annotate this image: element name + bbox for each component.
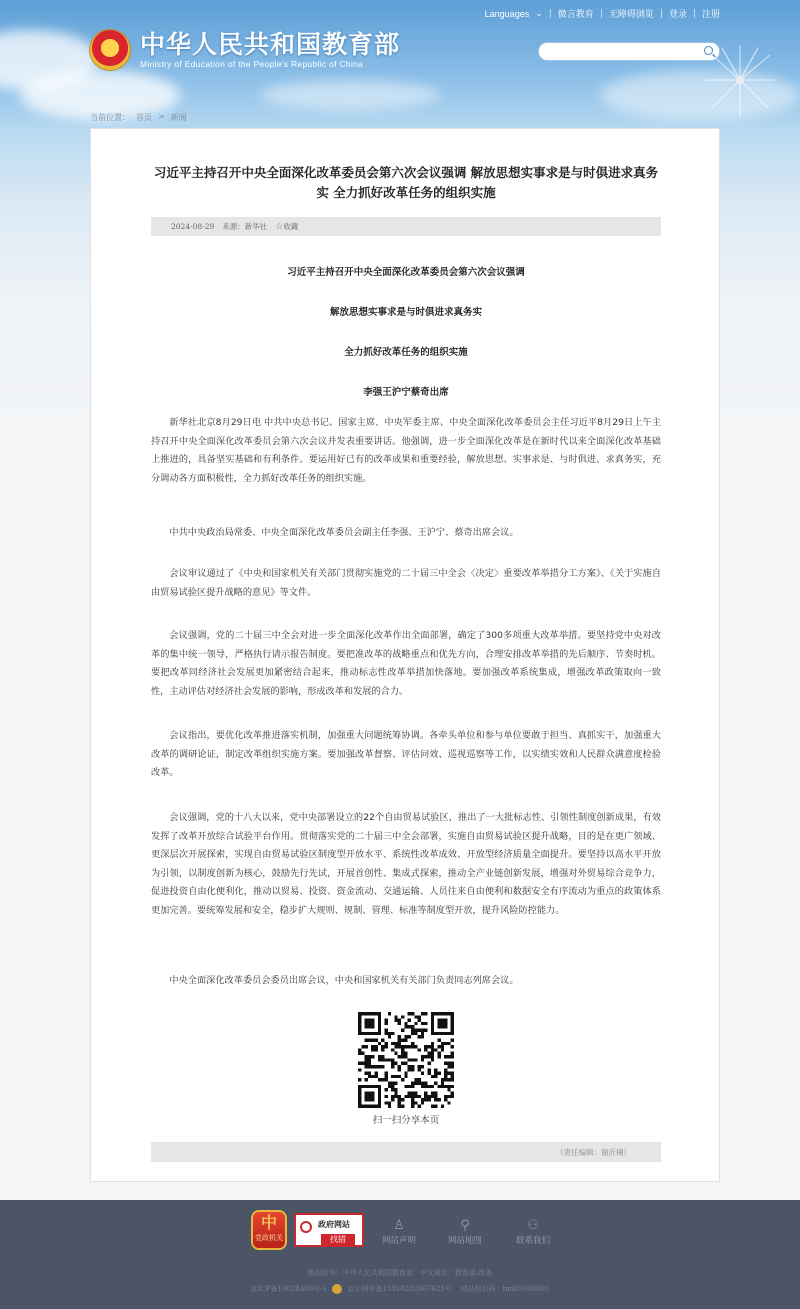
register-link[interactable]: 注册 [701, 10, 720, 20]
article-paragraph: 会议强调，党的十八大以来，党中央部署设立的22个自由贸易试验区，推出了一大批标志性、引领性制度创新成果，有效发挥了改革开放综合试验平台作用。贯彻落实党的二十届三中全会部署，实施自由贸易试验区提升战略，目的是在更广领域、更深层次开展探索，实现自由贸易试验区制度型开放水平、系统性改革成效、开放型经济质量全面提升。要坚持以高水平开放为引领，以制度创新为核心，鼓励先行先试，开展首创性、集成式探索，推动全产业链创新发展，增强对外贸易综合竞争力，促进投资自由化便利化，推动以贸易、投资、资金流动、交通运输、人员往来自由便利和数据安全有序流动为重点的政策体系更加完善。要统筹发展和安全，稳步扩大规则、规制、管理、标准等制度型开放，提升风险防控能力。 [151, 812, 661, 916]
person-icon: ♙ [393, 1218, 405, 1233]
qr-caption: 扫一扫分享本页 [372, 1115, 440, 1126]
footer-link-sitemap[interactable]: ⚲ 网站地图 [435, 1218, 495, 1246]
magnifier-icon [300, 1221, 312, 1233]
police-badge-icon [332, 1284, 342, 1294]
site-code: 网站标识码：bm05000001 [460, 1285, 550, 1293]
article-paragraph: 会议强调，党的二十届三中全会对进一步全面深化改革作出全面部署，确定了300多项重大改革举措。要坚持党中央对改革的集中统一领导，严格执行请示报告制度。要把准改革的战略重点和优先方向，合理安排改革举措的先后顺序、节奏时机。要把改革同经济社会发展更加紧密结合起来，推动标志性改革举措加快落地。要加强改革系统集成，增强改革政策取向一致性，主动评估对经济社会发展的影响，形成改革和发展的合力。 [151, 630, 661, 697]
breadcrumb-label: 当前位置： [90, 113, 130, 122]
copyright: 版权所有：中华人民共和国教育部 中文域名：教育部.政务 [307, 1269, 493, 1277]
footer [0, 1200, 800, 1309]
police-record-link[interactable]: 京公网安备11010202007625号 [347, 1285, 452, 1293]
editor-bar [151, 1142, 661, 1162]
footer-link-contact[interactable]: ⚇ 联系我们 [503, 1218, 563, 1246]
chevron-right-icon: > [158, 112, 165, 121]
article-source: 来源：新华社 [222, 222, 268, 231]
subheading: 习近平主持召开中央全面深化改革委员会第六次会议强调 [287, 267, 525, 278]
languages-menu[interactable]: Languages [484, 8, 530, 19]
divider: | [692, 8, 696, 19]
breadcrumb [90, 112, 187, 123]
dandelion-decoration-icon [700, 40, 780, 120]
users-icon: ⚇ [527, 1218, 539, 1233]
article-paragraph: 新华社北京8月29日电 中共中央总书记、国家主席、中央军委主席、中央全面深化改革委员会主任习近平8月29日上午主持召开中央全面深化改革委员会第六次会议并发表重要讲话。他强调，进一步全面深化改革是在新时代以来全面深化改革基础上推进的，具备坚实基础和有利条件。要运用好已有的改革成果和重要经验，解放思想、实事求是、与时俱进、求真务实，充分调动各方面积极性，全力抓好改革任务的组织实施。 [151, 417, 661, 484]
subheading: 全力抓好改革任务的组织实施 [344, 347, 468, 358]
accessibility-link[interactable]: 无障碍浏览 [608, 10, 654, 20]
divider: | [599, 8, 603, 19]
registration-info [0, 1284, 800, 1294]
article-paragraph: 中共中央政治局常委、中央全面深化改革委员会副主任李强、王沪宁、蔡奇出席会议。 [169, 527, 519, 538]
article-meta-bar [151, 217, 661, 236]
search-input[interactable] [547, 47, 701, 64]
responsible-editor: （责任编辑：谢沂楠） [556, 1147, 631, 1157]
map-pin-icon: ⚲ [460, 1218, 470, 1233]
search-box [538, 42, 720, 61]
breadcrumb-home[interactable]: 首页 [136, 113, 152, 122]
article-paragraph: 会议指出，要优化改革推进落实机制，加强重大问题统筹协调。各牵头单位和参与单位要敢于担当、真抓实干，加强重大改革的调研论证，制定改革组织实施方案。要加强改革督察、评估问效、巡视巡察等工作，以实绩实效和人民群众满意度检验改革。 [151, 730, 661, 779]
report-badge-line1: 政府网站 [318, 1220, 350, 1229]
breadcrumb-news[interactable]: 新闻 [170, 113, 187, 122]
report-badge-line2: 找错 [321, 1234, 355, 1245]
divider: | [659, 8, 663, 19]
article-title: 习近平主持召开中央全面深化改革委员会第六次会议强调 解放思想实事求是与时俱进求真务实 全力抓好改革任务的组织实施 [153, 165, 659, 200]
article-paragraph: 中央全面深化改革委员会委员出席会议，中央和国家机关有关部门负责同志列席会议。 [169, 975, 519, 986]
login-link[interactable]: 登录 [668, 10, 687, 20]
share-qr-code [358, 1012, 454, 1108]
party-badge-symbol: 中 [260, 1213, 277, 1232]
logo-title-en: Ministry of Education of the People's Republic of China [140, 59, 364, 69]
national-emblem-icon [90, 30, 130, 70]
favorite-button[interactable]: ☆收藏 [275, 222, 299, 232]
footer-link-statement[interactable]: ♙ 网站声明 [369, 1218, 429, 1246]
party-government-badge[interactable] [253, 1212, 285, 1248]
chevron-down-icon: ⌄ [535, 8, 543, 19]
subheading: 李强王沪宁蔡奇出席 [363, 387, 449, 398]
party-badge-label: 党政机关 [255, 1234, 283, 1242]
site-logo[interactable] [90, 30, 400, 70]
article-date: 2024-08-29 [171, 222, 215, 231]
weibo-link[interactable]: 微言教育 [557, 10, 594, 20]
icp-link[interactable]: 京ICP备10028400号-1 [250, 1285, 327, 1293]
divider: | [548, 8, 552, 19]
subheading: 解放思想实事求是与时俱进求真务实 [329, 307, 482, 318]
report-error-badge[interactable] [294, 1213, 364, 1247]
article-container [90, 128, 720, 1182]
top-nav [485, 7, 720, 20]
logo-title-cn: 中华人民共和国教育部 [140, 30, 401, 59]
star-icon: ☆ [275, 222, 284, 232]
article-paragraph: 会议审议通过了《中央和国家机关有关部门贯彻实施党的二十届三中全会〈决定〉重要改革举措分工方案》、《关于实施自由贸易试验区提升战略的意见》等文件。 [151, 568, 661, 598]
